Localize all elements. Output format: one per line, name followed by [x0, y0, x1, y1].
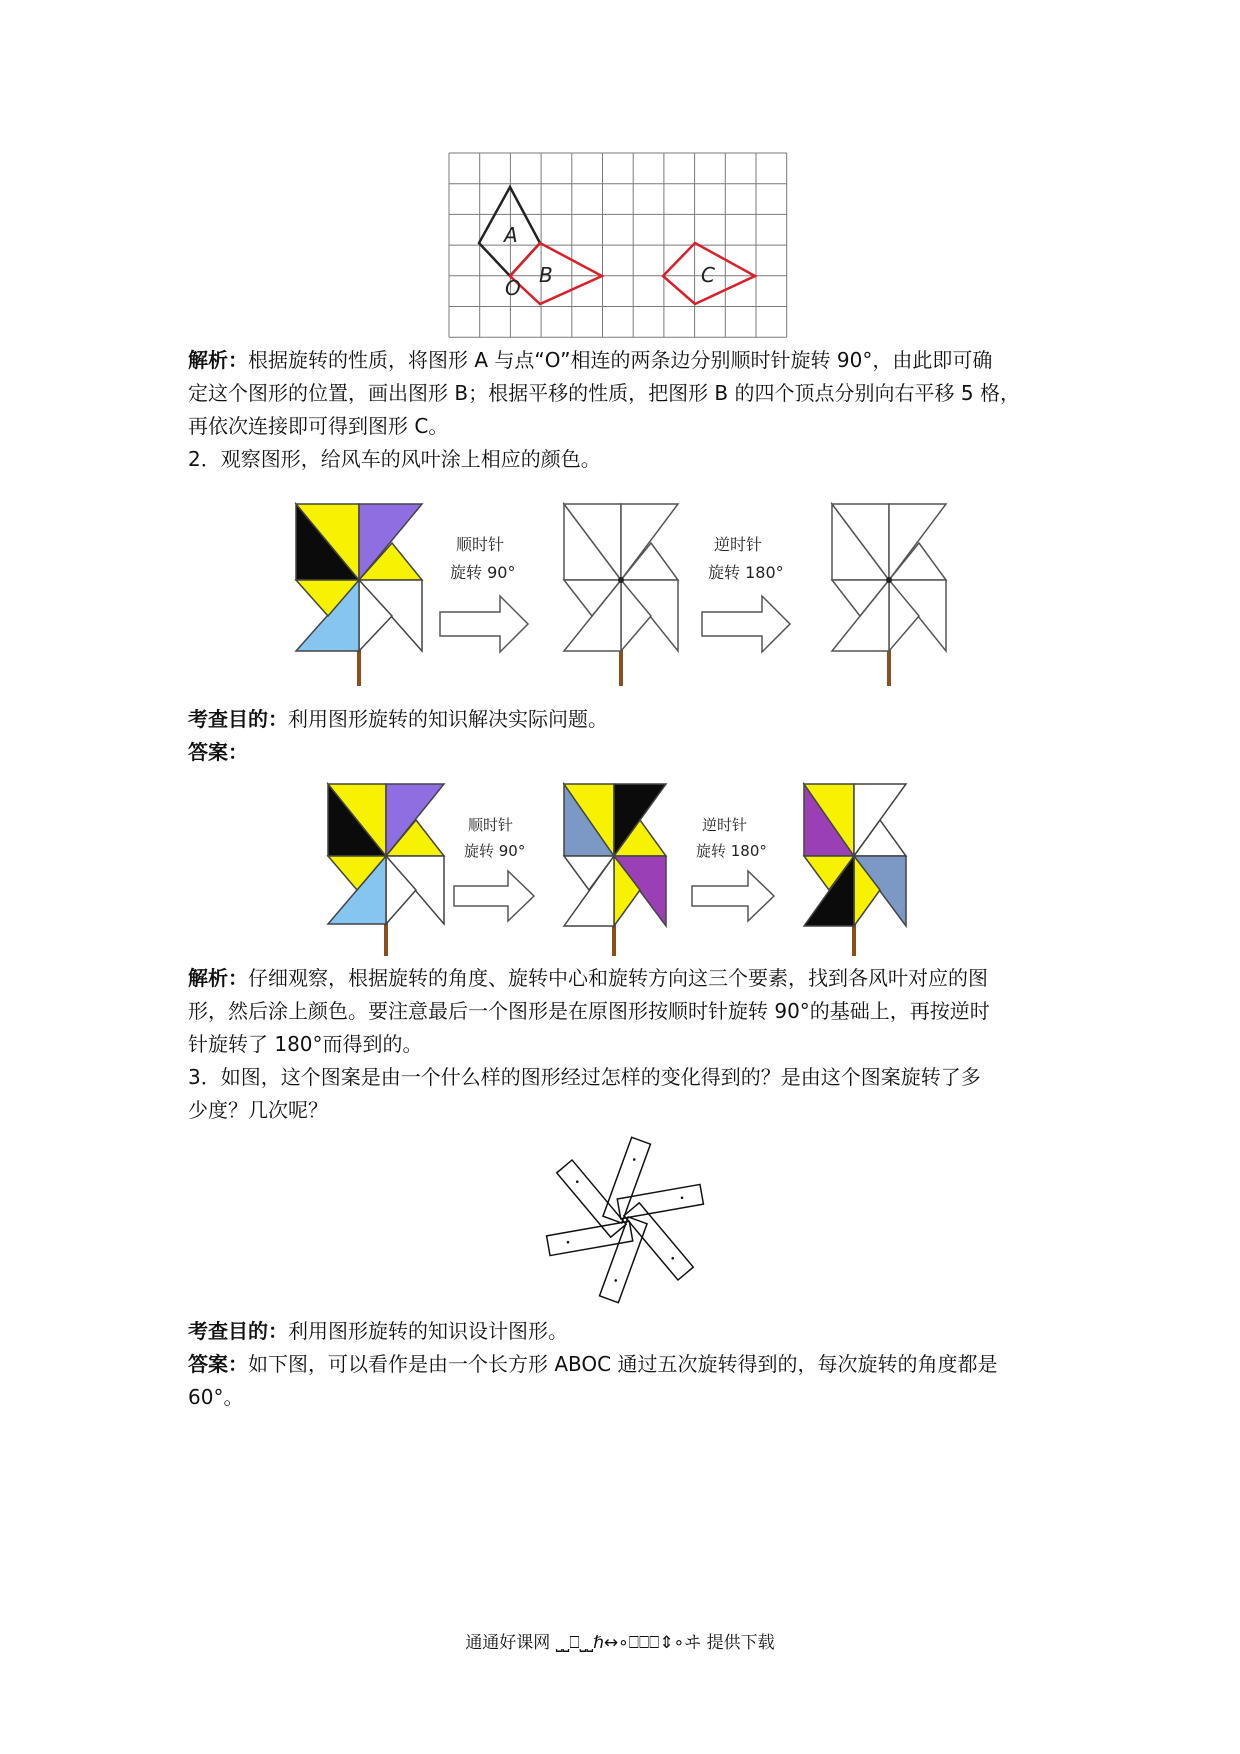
- analysis-1-line-3: 再依次连接即可得到图形 C。: [188, 414, 449, 438]
- purpose-1: [188, 703, 1058, 736]
- shape-b: [510, 243, 602, 304]
- answer-2: [188, 1348, 1058, 1414]
- question-3: [188, 1061, 1058, 1127]
- arrow-2-shape: [702, 596, 790, 652]
- purpose-2: [188, 1315, 1058, 1348]
- arrow-2-line-2: 旋转 180°: [708, 563, 784, 582]
- answer-2-line-2: 60°。: [188, 1385, 244, 1409]
- pinwheel-answer-original: [328, 784, 444, 956]
- answer-1: [188, 736, 1058, 769]
- label-c: C: [701, 263, 715, 287]
- answer-arrow-2-line-2: 旋转 180°: [696, 842, 767, 860]
- answer-arrow-2-line-1: 逆时针: [702, 816, 748, 834]
- pinwheel-colored: [296, 504, 422, 686]
- arrow-2-line-1: 逆时针: [714, 535, 763, 554]
- pinwheel-answer-rotated-90: [564, 784, 666, 956]
- grid-figure: [448, 152, 790, 338]
- analysis-1-label: 解析：: [188, 348, 248, 372]
- pinwheel-answer-figure: [320, 772, 932, 956]
- rotated-rectangles-figure: [530, 1130, 720, 1310]
- purpose-1-text: 利用图形旋转的知识解决实际问题。: [288, 707, 608, 731]
- answer-1-label: 答案：: [188, 740, 248, 764]
- answer-arrow-2-shape: [692, 871, 774, 921]
- arrow-1-line-1: 顺时针: [456, 535, 505, 554]
- label-o: O: [505, 276, 521, 300]
- pinwheel-answer-rotated-180: [804, 784, 906, 956]
- analysis-2-line-1: 仔细观察，根据旋转的角度、旋转中心和旋转方向这三个要素，找到各风叶对应的图: [248, 966, 988, 990]
- answer-arrow-clockwise-90: [454, 816, 534, 921]
- analysis-2: [188, 962, 1058, 1061]
- answer-2-line-1: 如下图，可以看作是由一个长方形 ABOC 通过五次旋转得到的，每次旋转的角度都是: [248, 1352, 998, 1376]
- rotated-rectangle: [624, 1203, 693, 1280]
- answer-arrow-1-line-1: 顺时针: [468, 816, 514, 834]
- answer-arrow-1-shape: [454, 871, 534, 921]
- purpose-2-text: 利用图形旋转的知识设计图形。: [288, 1319, 568, 1343]
- question-3-line-2: 少度？几次呢？: [188, 1098, 328, 1122]
- purpose-2-label: 考查目的：: [188, 1319, 288, 1343]
- arrow-1-line-2: 旋转 90°: [450, 563, 516, 582]
- answer-arrow-1-line-2: 旋转 90°: [464, 842, 526, 860]
- analysis-2-label: 解析：: [188, 966, 248, 990]
- analysis-1-line-2: 定这个图形的位置，画出图形 B；根据平移的性质，把图形 B 的四个顶点分别向右平移 5 格，: [188, 381, 1020, 405]
- question-2: 2．观察图形，给风车的风叶涂上相应的颜色。: [188, 447, 601, 471]
- rotated-rectangle: [557, 1160, 626, 1237]
- answer-2-label: 答案：: [188, 1352, 248, 1376]
- arrow-1-shape: [440, 596, 528, 652]
- question-3-line-1: 3．如图，这个图案是由一个什么样的图形经过怎样的变化得到的？是由这个图案旋转了多: [188, 1065, 981, 1089]
- arrow-clockwise-90: [440, 535, 528, 652]
- arrow-counterclockwise-180: [702, 535, 790, 652]
- pinwheel-blank-1: [564, 504, 678, 686]
- rect-pattern: [547, 1137, 704, 1302]
- pinwheel-question-figure: [288, 490, 962, 690]
- rotated-rectangle: [603, 1137, 651, 1223]
- analysis-1-line-1: 根据旋转的性质，将图形 A 与点“O”相连的两条边分别顺时针旋转 90°，由此即可确: [248, 348, 993, 372]
- analysis-1: [188, 344, 1058, 443]
- page-footer: 通通好课网 ⎵⎵⎕⎵⎵ℏ↔∘⎕⎕⎕⇕∘ヰ 提供下载: [465, 1633, 775, 1653]
- analysis-2-line-2: 形，然后涂上颜色。要注意最后一个图形是在原图形按顺时针旋转 90°的基础上，再按逆时: [188, 999, 990, 1023]
- answer-arrow-counterclockwise-180: [692, 816, 774, 921]
- pinwheel-blank-2: [832, 504, 946, 686]
- analysis-2-line-3: 针旋转了 180°而得到的。: [188, 1032, 423, 1056]
- rotated-rectangle: [600, 1217, 648, 1303]
- grid-lines: [449, 153, 787, 337]
- label-a: A: [504, 223, 518, 247]
- purpose-1-label: 考查目的：: [188, 707, 288, 731]
- label-b: B: [539, 263, 553, 287]
